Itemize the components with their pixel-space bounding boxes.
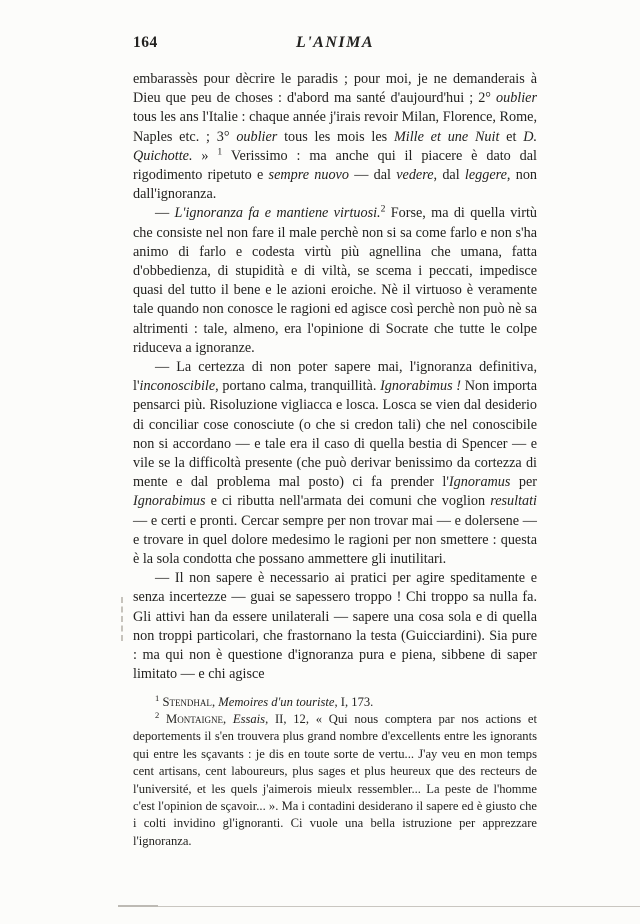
body-paragraph-3 (133, 358, 537, 569)
text-segment: — Il non sapere è necessario ai pratici per agire speditamente e senza incertezze — guai se sapessero troppo ! Chi troppo sa nulla fa. Gli attivi han da essere unilaterali — sapere una cosa sola e di quella non troppi particolari, che frastornano la testa (Guicciardini). Sia pure : ma qui non è questione d'ignoranza pura e piena, sibbene di saper limitato — e chi agisce (133, 570, 537, 683)
text-segment: , (222, 711, 233, 726)
text-segment: 2 (380, 203, 386, 215)
running-title: L'ANIMA (295, 34, 375, 51)
text-segment: 2 (155, 709, 160, 720)
text-segment: Verissimo : ma anche qui il piacere è dato dal rigodimento ripetuto e (133, 147, 538, 184)
body-paragraph-1 (133, 70, 537, 204)
text-segment: Essais (232, 711, 266, 726)
text-segment: inconoscibile (139, 378, 216, 395)
page-header (133, 34, 537, 56)
text-segment: sempre nuovo (268, 167, 349, 184)
text-segment: Stendhal (162, 694, 212, 709)
text-segment: Ignoramus (448, 474, 511, 491)
text-block (133, 34, 537, 850)
text-segment: Non importa pensarci più. Risoluzione vigliacca e losca. Losca se vien dal desiderio di conciliar cose conosciute (o che si credon tali) che nel conoscibile non si accordano — e tale era il caso di quella bestia di Spencer — e vile se la difficoltà presente (che può derivar benissimo da cortezza di mente e dal problema mal posto) ci fa prender l' (133, 378, 537, 491)
text-segment: — (155, 205, 175, 222)
body-text (133, 70, 537, 685)
footnote-1 (133, 694, 537, 711)
scan-artifact-stub (118, 905, 158, 907)
text-segment: e ci ributta nell'armata dei comuni che voglion (205, 493, 491, 510)
footnotes (133, 694, 537, 851)
text-segment: , dal (433, 167, 465, 184)
text-segment: resultati (490, 493, 537, 510)
text-segment: , I, 173. (334, 694, 374, 709)
text-segment: per (510, 474, 537, 491)
text-segment: et (499, 128, 524, 145)
text-segment: Ignorabimus (133, 493, 206, 510)
body-paragraph-4 (133, 569, 537, 684)
text-segment: Ignorabimus ! (380, 378, 462, 395)
text-segment: — e certi e pronti. Cercar sempre per non trovar mai — e dolersene — e trovare in quel dolore medesimo le ragioni per non smettere : questa è la sola condotta che possano ammettere gli inutilitari. (133, 512, 537, 568)
text-segment: , non dall'ignoranza. (133, 167, 538, 203)
text-segment: Montaigne (166, 711, 223, 726)
text-segment: Mille et une Nuit (393, 128, 500, 145)
text-segment: — dal (348, 167, 397, 184)
text-segment (159, 712, 166, 726)
text-segment: tous les ans l'Italie : chaque année j'irais revoir Milan, Florence, Rome, Naples etc. ; 3° (133, 109, 537, 145)
text-segment: D. Quichotte. (133, 128, 537, 164)
text-segment: oublier (236, 128, 278, 145)
text-segment: — La certezza di non poter sapere mai, l'ignoranza definitiva, l' (133, 359, 537, 395)
text-segment: 1 (155, 692, 160, 703)
text-segment: L'ignoranza fa e mantiene virtuosi. (174, 205, 381, 222)
text-segment: , (211, 694, 219, 709)
text-segment: oublier (496, 90, 537, 107)
text-segment: Memoires d'un touriste (218, 694, 335, 709)
margin-pencil-mark (121, 597, 123, 641)
text-segment: leggere (464, 167, 507, 184)
scan-artifact-line (118, 906, 640, 907)
footnote-2 (133, 711, 537, 850)
text-segment: 1 (217, 146, 223, 158)
text-segment: embarassès pour dècrire le paradis ; pour moi, je ne demanderais à Dieu que peu de choses : d'abord ma santé d'aujourd'hui ; 2° (133, 71, 537, 107)
body-paragraph-2 (133, 204, 537, 358)
text-segment: » (192, 147, 218, 164)
text-segment: Forse, ma di quella virtù che consiste nel non fare il male perchè non si sa come farlo e non s'ha animo di farlo e codesta virtù più agnellina che umana, fatta d'obbedienza, di stupidità e di viltà, se scema i peccati, impedisce quasi del tutto il bene e le azioni eroiche. Nè il virtuoso è veramente tale quando non conosce le ragioni ed agisce così perchè non può nè sa altrimenti : tale, almeno, era l'opinione di Socrate che tutte le colpe riduceva a ignoranze. (133, 205, 538, 356)
text-segment: tous les mois les (277, 128, 394, 145)
text-segment: , II, 12, « Qui nous comptera par nos actions et deportements il s'en trouvera plus grand nombre d'excellents entre les ignorants qui entre les sçavants : je dis en toute sorte de vertu... J'ay veu en mon temps cent artisans, cent laboureurs, plus sages et plus heureux que des recteurs de l'université, et les quels j'aimerois mieulx ressembler... La peste de l'homme c'est l'opinion de sçavoir... ». Ma i contadini desiderano il sapere ed è giusto che i colti invidino gl'ignoranti. Ci vuole una bella istruzione per apprezzare l'ignoranza. (133, 711, 538, 848)
text-segment: vedere (396, 167, 434, 184)
page-number: 164 (133, 34, 158, 51)
text-segment: , portano calma, tranquillità. (215, 378, 381, 395)
